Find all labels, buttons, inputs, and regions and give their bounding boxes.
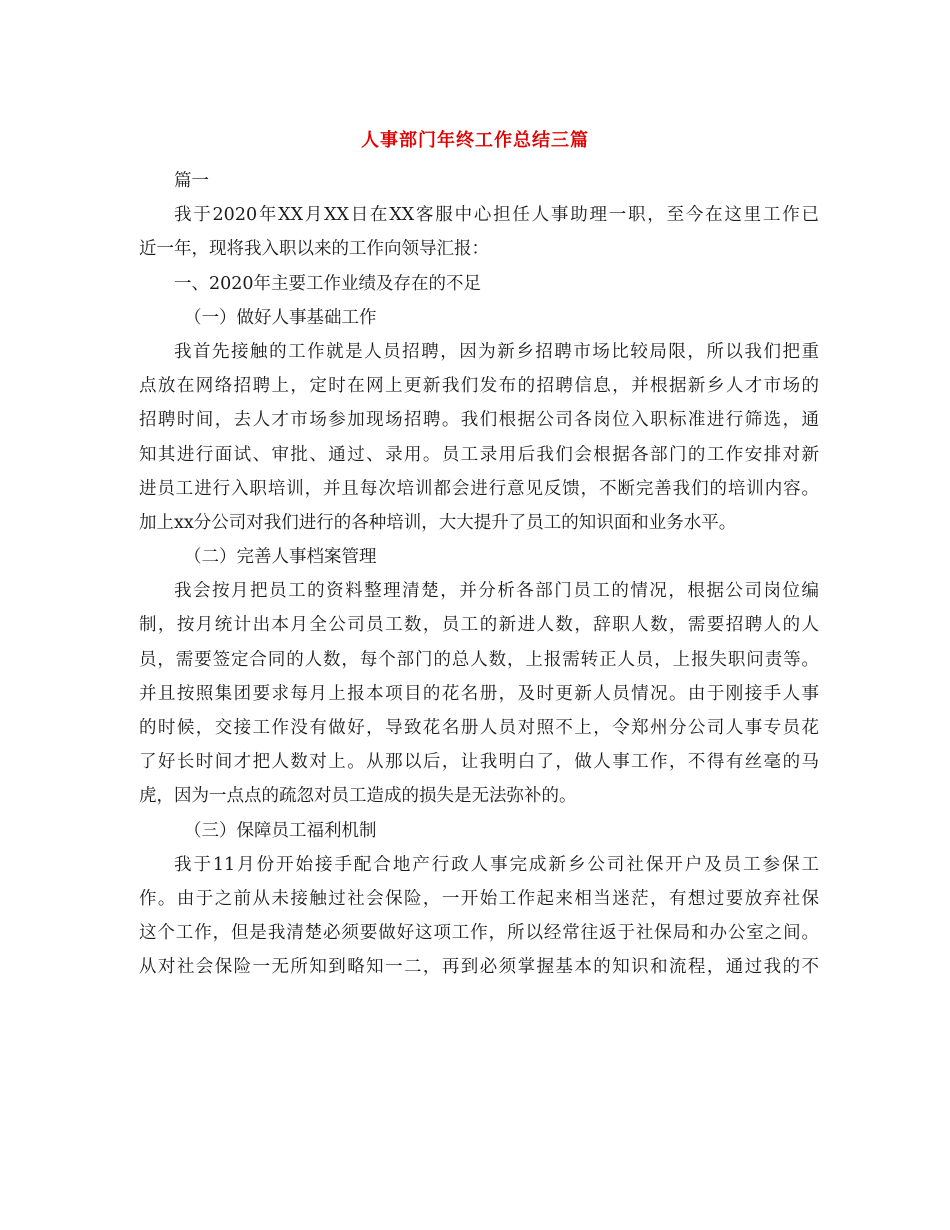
text-line: 制，按月统计出本月全公司员工数，员工的新进人数，辞职人数，需要招聘人的人 xyxy=(139,615,819,636)
text-line: 我于2020年XX月XX日在XX客服中心担任人事助理一职，至今在这里工作已 xyxy=(174,205,819,226)
text-line: 这个工作，但是我清楚必须要做好这项工作，所以经常往返于社保局和办公室之间。 xyxy=(139,923,819,944)
text-line: 了好长时间才把人数对上。从那以后，让我明白了，做人事工作，不得有丝毫的马 xyxy=(139,752,819,773)
text-line: 的时候，交接工作没有做好，导致花名册人员对照不上，令郑州分公司人事专员花 xyxy=(139,718,819,738)
text-line: 点放在网络招聘上，定时在网上更新我们发布的招聘信息，并根据新乡人才市场的 xyxy=(139,376,819,397)
document-title: 人事部门年终工作总结三篇 xyxy=(361,130,589,151)
text-line: 进员工进行入职培训，并且每次培训都会进行意见反馈，不断完善我们的培训内容。 xyxy=(139,478,819,499)
text-line: 知其进行面试、审批、通过、录用。员工录用后我们会根据各部门的工作安排对新 xyxy=(139,444,819,465)
text-line: 近一年，现将我入职以来的工作向领导汇报： xyxy=(139,239,489,260)
text-line: 一、2020年主要工作业绩及存在的不足 xyxy=(174,273,482,294)
text-line: （一）做好人事基础工作 xyxy=(184,307,377,328)
text-line: 我于11月份开始接手配合地产行政人事完成新乡公司社保开户及员工参保工 xyxy=(174,854,819,875)
text-line: 篇一 xyxy=(174,171,209,191)
text-line: 加上xx分公司对我们进行的各种培训，大大提升了员工的知识面和业务水平。 xyxy=(139,512,737,533)
text-line: 从对社会保险一无所知到略知一二，再到必须掌握基本的知识和流程，通过我的不 xyxy=(139,957,819,978)
text-line: 我会按月把员工的资料整理清楚，并分析各部门员工的情况，根据公司岗位编 xyxy=(174,581,819,602)
text-line: 作。由于之前从未接触过社会保险，一开始工作起来相当迷茫，有想过要放弃社保 xyxy=(139,888,819,909)
text-line: 招聘时间，去人才市场参加现场招聘。我们根据公司各岗位入职标准进行筛选，通 xyxy=(139,410,819,431)
text-line: （三）保障员工福利机制 xyxy=(184,820,377,841)
text-line: 我首先接触的工作就是人员招聘，因为新乡招聘市场比较局限，所以我们把重 xyxy=(174,341,819,362)
document-body xyxy=(139,164,819,985)
text-line: （二）完善人事档案管理 xyxy=(184,547,377,568)
text-line: 并且按照集团要求每月上报本项目的花名册，及时更新人员情况。由于刚接手人事 xyxy=(139,683,819,704)
text-line: 虎，因为一点点的疏忽对员工造成的损失是无法弥补的。 xyxy=(139,786,577,807)
text-line: 员，需要签定合同的人数，每个部门的总人数，上报需转正人员，上报失职问责等。 xyxy=(139,649,819,670)
